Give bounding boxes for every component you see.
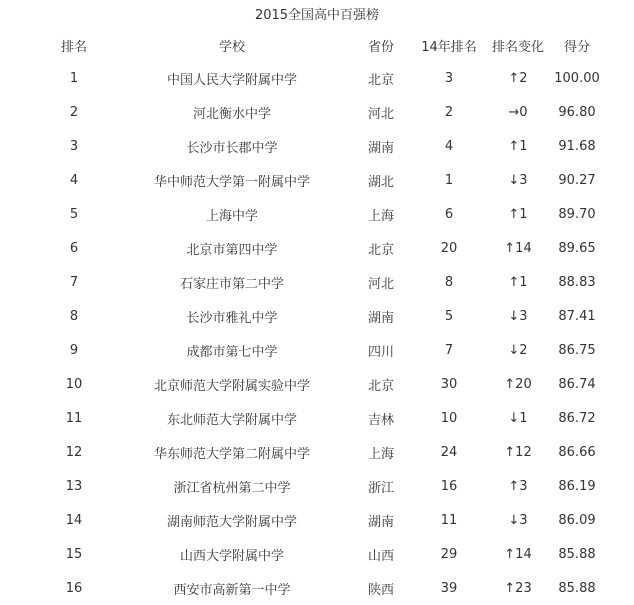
score-cell: 86.09	[558, 512, 596, 528]
change-cell: ↑2	[508, 70, 528, 86]
rank-cell: 13	[65, 478, 83, 494]
province-cell: 吉林	[367, 412, 394, 428]
province-cell: 陕西	[367, 582, 394, 598]
province-cell: 北京	[367, 378, 394, 394]
prev-rank-cell: 30	[440, 376, 458, 392]
change-cell: ↑14	[504, 240, 532, 256]
prev-rank-cell: 7	[444, 342, 454, 358]
rank-cell: 5	[69, 206, 79, 222]
header-school: 学校	[218, 39, 245, 55]
school-cell: 河北衡水中学	[192, 106, 271, 122]
rank-cell: 10	[65, 376, 83, 392]
rank-cell: 15	[65, 546, 83, 562]
province-cell: 四川	[367, 344, 394, 360]
table-row	[32, 95, 602, 129]
prev-rank-cell: 39	[440, 580, 458, 596]
province-cell: 河北	[367, 106, 394, 122]
prev-rank-cell: 3	[444, 70, 454, 86]
change-cell: ↓2	[508, 342, 528, 358]
score-cell: 86.74	[558, 376, 596, 392]
school-cell: 上海中学	[205, 208, 258, 224]
school-cell: 北京师范大学附属实验中学	[153, 378, 310, 394]
rank-cell: 12	[65, 444, 83, 460]
rank-cell: 8	[69, 308, 79, 324]
school-cell: 湖南师范大学附属中学	[166, 514, 297, 530]
ranking-table	[32, 29, 602, 605]
rank-cell: 11	[65, 410, 83, 426]
province-cell: 湖北	[367, 174, 394, 190]
header-province: 省份	[367, 39, 394, 55]
table-row	[32, 61, 602, 95]
rank-cell: 16	[65, 580, 83, 596]
prev-rank-cell: 1	[444, 172, 454, 188]
prev-rank-cell: 2	[444, 104, 454, 120]
header-change: 排名变化	[491, 39, 544, 55]
change-cell: ↓3	[508, 172, 528, 188]
change-cell: ↑12	[504, 444, 532, 460]
school-cell: 长沙市长郡中学	[186, 140, 278, 156]
rank-cell: 14	[65, 512, 83, 528]
score-cell: 91.68	[558, 138, 596, 154]
prev-rank-cell: 24	[440, 444, 458, 460]
change-cell: ↓1	[508, 410, 528, 426]
table-row	[32, 401, 602, 435]
score-cell: 90.27	[558, 172, 596, 188]
school-cell: 华东师范大学第二附属中学	[153, 446, 310, 462]
header-row	[32, 29, 602, 61]
score-cell: 86.19	[558, 478, 596, 494]
score-cell: 85.88	[558, 580, 596, 596]
prev-rank-cell: 20	[440, 240, 458, 256]
table-row	[32, 571, 602, 605]
prev-rank-cell: 16	[440, 478, 458, 494]
change-cell: ↑20	[504, 376, 532, 392]
rank-cell: 6	[69, 240, 79, 256]
score-cell: 85.88	[558, 546, 596, 562]
prev-rank-cell: 10	[440, 410, 458, 426]
change-cell: ↑3	[508, 478, 528, 494]
school-cell: 北京市第四中学	[186, 242, 278, 258]
rank-cell: 7	[69, 274, 79, 290]
prev-rank-cell: 29	[440, 546, 458, 562]
rank-cell: 3	[69, 138, 79, 154]
change-cell: ↑23	[504, 580, 532, 596]
change-cell: ↓3	[508, 308, 528, 324]
change-cell: →0	[508, 104, 528, 120]
school-cell: 西安市高新第一中学	[173, 582, 291, 598]
table-row	[32, 537, 602, 571]
province-cell: 河北	[367, 276, 394, 292]
table-row	[32, 163, 602, 197]
rank-cell: 9	[69, 342, 79, 358]
school-cell: 东北师范大学附属中学	[166, 412, 297, 428]
table-row	[32, 435, 602, 469]
school-cell: 山西大学附属中学	[179, 548, 284, 564]
school-cell: 浙江省杭州第二中学	[173, 480, 291, 496]
table-row	[32, 367, 602, 401]
table-row	[32, 231, 602, 265]
province-cell: 湖南	[367, 514, 394, 530]
prev-rank-cell: 5	[444, 308, 454, 324]
school-cell: 成都市第七中学	[186, 344, 278, 360]
rank-cell: 4	[69, 172, 79, 188]
score-cell: 86.72	[558, 410, 596, 426]
province-cell: 山西	[367, 548, 394, 564]
prev-rank-cell: 4	[444, 138, 454, 154]
school-cell: 中国人民大学附属中学	[166, 72, 297, 88]
prev-rank-cell: 11	[440, 512, 458, 528]
change-cell: ↑1	[508, 206, 528, 222]
score-cell: 89.70	[558, 206, 596, 222]
prev-rank-cell: 8	[444, 274, 454, 290]
score-cell: 96.80	[558, 104, 596, 120]
prev-rank-cell: 6	[444, 206, 454, 222]
change-cell: ↓3	[508, 512, 528, 528]
change-cell: ↑14	[504, 546, 532, 562]
school-cell: 石家庄市第二中学	[179, 276, 284, 292]
table-row	[32, 503, 602, 537]
table-title: 2015全国高中百强榜	[254, 8, 380, 23]
score-cell: 88.83	[558, 274, 596, 290]
table-row	[32, 129, 602, 163]
score-cell: 86.66	[558, 444, 596, 460]
province-cell: 湖南	[367, 140, 394, 156]
rank-cell: 2	[69, 104, 79, 120]
school-cell: 华中师范大学第一附属中学	[153, 174, 310, 190]
table-row	[32, 333, 602, 367]
school-cell: 长沙市雅礼中学	[186, 310, 278, 326]
table-row	[32, 299, 602, 333]
province-cell: 上海	[367, 208, 394, 224]
score-cell: 86.75	[558, 342, 596, 358]
province-cell: 浙江	[367, 480, 394, 496]
header-score: 得分	[563, 39, 590, 55]
province-cell: 湖南	[367, 310, 394, 326]
change-cell: ↑1	[508, 274, 528, 290]
change-cell: ↑1	[508, 138, 528, 154]
province-cell: 北京	[367, 72, 394, 88]
table-row	[32, 469, 602, 503]
header-prev-rank: 14年排名	[421, 39, 477, 55]
table-row	[32, 197, 602, 231]
score-cell: 87.41	[558, 308, 596, 324]
rank-cell: 1	[69, 70, 79, 86]
header-rank: 排名	[60, 39, 87, 55]
score-cell: 100.00	[554, 70, 600, 86]
table-row	[32, 265, 602, 299]
province-cell: 北京	[367, 242, 394, 258]
score-cell: 89.65	[558, 240, 596, 256]
province-cell: 上海	[367, 446, 394, 462]
